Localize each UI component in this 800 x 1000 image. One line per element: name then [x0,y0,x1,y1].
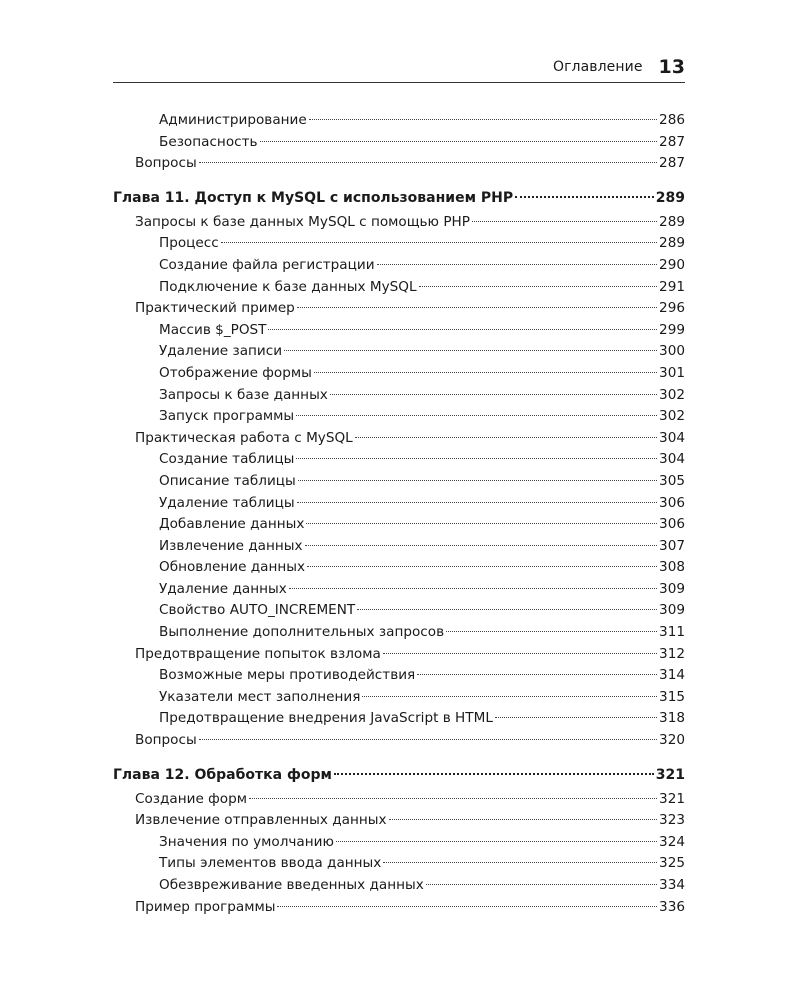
dot-leader [314,372,657,373]
toc-subsection-entry[interactable] [113,495,685,517]
toc-section-entry[interactable] [113,791,685,813]
dot-leader [296,458,657,459]
dot-leader [334,773,654,775]
toc-entry-title: Описание таблицы [159,472,296,489]
toc-subsection-entry[interactable] [113,134,685,156]
toc-entry-title: Массив $_POST [159,321,267,338]
toc-entry-page: 287 [659,133,685,150]
dot-leader [199,739,657,740]
toc-entry-page: 300 [659,343,685,360]
toc-subsection-entry[interactable] [113,710,685,732]
toc-entry-title: Практический пример [135,300,295,317]
toc-entry-title: Создание форм [135,790,247,807]
dot-leader [297,307,657,308]
toc-entry-page: 336 [659,898,685,915]
toc-subsection-entry[interactable] [113,473,685,495]
toc-entry-title: Вопросы [135,732,197,749]
dot-leader [426,884,657,885]
toc-entry-page: 286 [659,112,685,128]
toc-entry-page: 309 [659,580,685,597]
toc-entry-title: Удаление таблицы [159,494,295,511]
dot-leader [515,196,654,198]
toc-entry-page: 311 [659,624,685,641]
toc-subsection-entry[interactable] [113,581,685,603]
toc-entry-page: 291 [659,278,685,295]
dot-leader [362,696,657,697]
toc-entry-title: Запросы к базе данных MySQL с помощью PHP [135,213,470,230]
toc-entry-title: Типы элементов ввода данных [159,855,382,872]
toc-entry-page: 307 [659,537,685,554]
toc-entry-page: 299 [659,321,685,338]
dot-leader [330,394,657,395]
dot-leader [377,264,658,265]
dot-leader [260,141,658,142]
toc-entry-page: 334 [659,877,685,893]
toc-section-entry[interactable] [113,430,685,452]
toc-entry-title: Отображение формы [159,364,312,381]
toc-entry-page: 289 [655,189,685,206]
toc-chapter-entry[interactable] [113,767,685,791]
toc-subsection-entry[interactable] [113,451,685,473]
dot-leader [284,350,657,351]
toc-subsection-entry[interactable] [113,387,685,409]
dot-leader [297,502,657,503]
toc-section-entry[interactable] [113,214,685,236]
dot-leader [419,286,658,287]
toc-entry-title: Возможные меры противодействия [159,667,416,684]
dot-leader [472,221,657,222]
toc-section-entry[interactable] [113,732,685,754]
toc-section-entry[interactable] [113,899,685,921]
header-rule [113,82,685,83]
toc-section-entry[interactable] [113,300,685,322]
toc-entry-page: 302 [659,408,685,425]
toc-section-entry[interactable] [113,155,685,177]
toc-subsection-entry[interactable] [113,516,685,538]
dot-leader [417,674,657,675]
dot-leader [309,119,657,120]
page-number: 13 [658,56,685,78]
toc-subsection-entry[interactable] [113,408,685,430]
toc-subsection-entry[interactable] [113,112,685,134]
toc-subsection-entry[interactable] [113,365,685,387]
dot-leader [249,798,657,799]
toc-subsection-entry[interactable] [113,559,685,581]
toc-entry-title: Свойство AUTO_INCREMENT [159,602,356,619]
toc-entry-page: 321 [655,766,685,783]
toc-entry-page: 290 [659,256,685,273]
dot-leader [383,862,657,863]
dot-leader [446,631,657,632]
toc-subsection-entry[interactable] [113,689,685,711]
toc-entry-page: 304 [659,451,685,468]
dot-leader [221,242,657,243]
toc-chapter-entry[interactable] [113,190,685,214]
toc-entry-page: 314 [659,667,685,684]
toc-subsection-entry[interactable] [113,257,685,279]
dot-leader [289,588,657,589]
toc-entry-title: Подключение к базе данных MySQL [159,278,417,295]
dot-leader [389,819,657,820]
toc-subsection-entry[interactable] [113,667,685,689]
running-head-title: Оглавление [552,59,643,75]
toc-entry-title: Вопросы [135,155,197,172]
toc-section-entry[interactable] [113,812,685,834]
toc-entry-title: Пример программы [135,898,276,915]
toc-subsection-entry[interactable] [113,834,685,856]
toc-entry-title: Администрирование [159,112,307,128]
toc-entry-page: 287 [659,155,685,172]
toc-entry-title: Безопасность [159,133,258,150]
table-of-contents [113,112,685,920]
toc-entry-title: Добавление данных [159,516,305,533]
toc-entry-page: 324 [659,833,685,850]
toc-subsection-entry[interactable] [113,343,685,365]
toc-entry-title: Извлечение данных [159,537,303,554]
toc-entry-page: 321 [659,790,685,807]
toc-entry-page: 325 [659,855,685,872]
toc-subsection-entry[interactable] [113,624,685,646]
toc-entry-title: Глава 12. Обработка форм [113,766,332,783]
toc-entry-page: 315 [659,688,685,705]
toc-entry-page: 302 [659,386,685,403]
toc-entry-title: Предотвращение внедрения JavaScript в HTML [159,710,493,727]
dot-leader [298,480,657,481]
dot-leader [355,437,657,438]
toc-entry-page: 304 [659,429,685,446]
toc-entry-title: Выполнение дополнительных запросов [159,624,445,641]
dot-leader [268,329,657,330]
toc-entry-title: Обновление данных [159,559,306,576]
dot-leader [296,415,657,416]
toc-entry-page: 296 [659,300,685,317]
dot-leader [383,653,657,654]
toc-entry-title: Процесс [159,235,219,252]
running-head [113,52,685,82]
toc-subsection-entry[interactable] [113,322,685,344]
dot-leader [357,609,657,610]
toc-subsection-entry[interactable] [113,538,685,560]
toc-entry-page: 306 [659,494,685,511]
toc-entry-page: 306 [659,516,685,533]
dot-leader [495,717,657,718]
toc-entry-page: 318 [659,710,685,727]
dot-leader [306,523,657,524]
dot-leader [336,841,657,842]
toc-entry-page: 309 [659,602,685,619]
toc-section-entry[interactable] [113,646,685,668]
toc-entry-title: Создание файла регистрации [159,256,375,273]
toc-entry-title: Запуск программы [159,408,295,425]
toc-entry-title: Практическая работа с MySQL [135,429,353,446]
toc-subsection-entry[interactable] [113,235,685,257]
dot-leader [277,906,657,907]
toc-subsection-entry[interactable] [113,855,685,877]
toc-entry-page: 323 [659,812,685,829]
toc-entry-page: 289 [659,213,685,230]
toc-entry-title: Удаление данных [159,580,287,597]
toc-entry-title: Извлечение отправленных данных [135,812,387,829]
toc-entry-title: Создание таблицы [159,451,295,468]
toc-entry-page: 305 [659,472,685,489]
toc-subsection-entry[interactable] [113,602,685,624]
toc-entry-title: Запросы к базе данных [159,386,328,403]
toc-entry-title: Удаление записи [159,343,283,360]
toc-entry-title: Указатели мест заполнения [159,688,361,705]
toc-subsection-entry[interactable] [113,877,685,899]
toc-subsection-entry[interactable] [113,279,685,301]
toc-entry-page: 289 [659,235,685,252]
dot-leader [305,545,658,546]
toc-entry-page: 308 [659,559,685,576]
toc-entry-page: 312 [659,645,685,662]
toc-entry-title: Обезвреживание введенных данных [159,877,424,893]
toc-entry-title: Предотвращение попыток взлома [135,645,381,662]
toc-entry-page: 320 [659,732,685,749]
toc-entry-page: 301 [659,364,685,381]
dot-leader [307,566,657,567]
dot-leader [199,162,657,163]
toc-entry-title: Глава 11. Доступ к MySQL с использованием PHP [113,189,514,206]
toc-entry-title: Значения по умолчанию [159,833,334,850]
